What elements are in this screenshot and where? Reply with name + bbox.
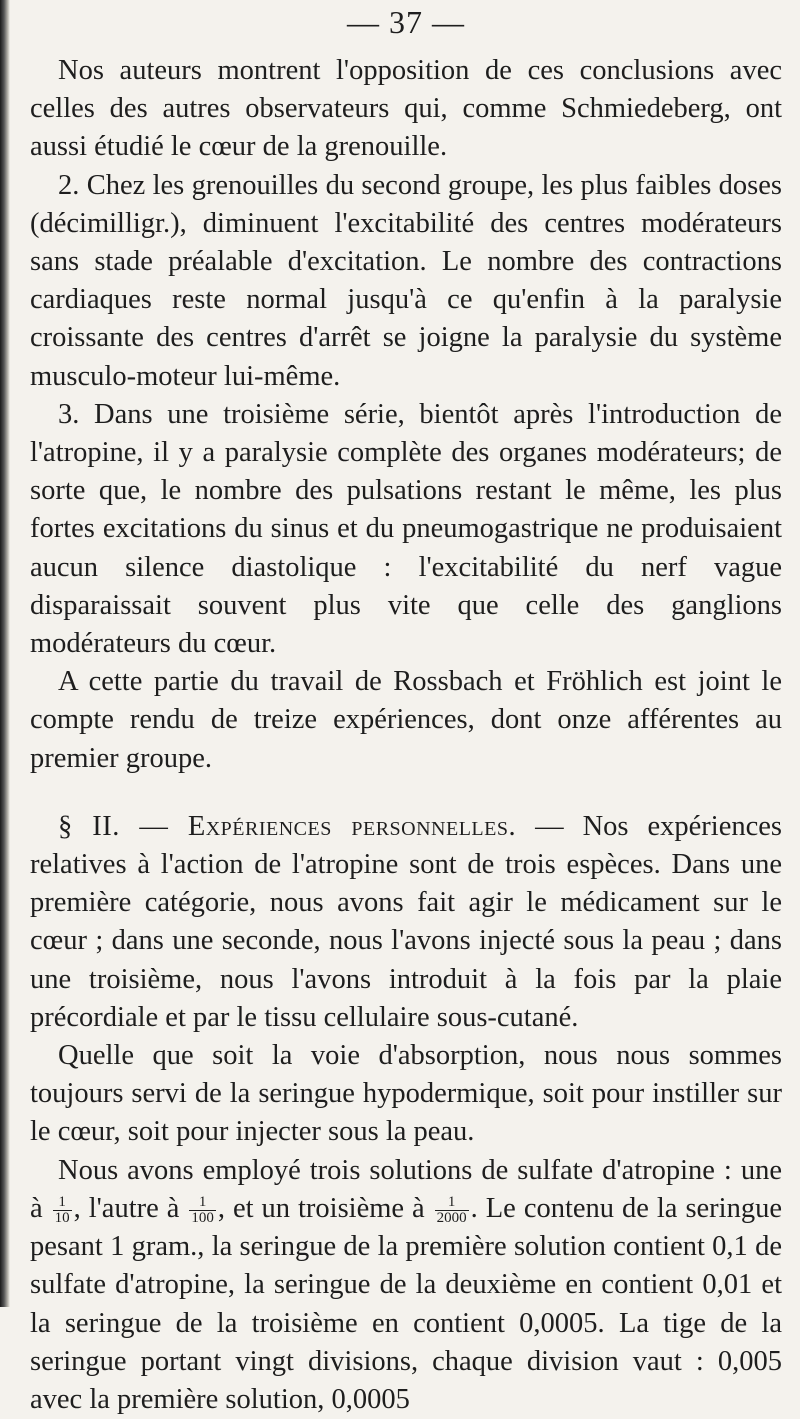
fraction-numerator: 1 <box>189 1195 216 1211</box>
paragraph-3: 3. Dans une troisième série, bientôt après l'introduction de l'atropine, il y a paralysie complète des organes modérateurs; de sorte que, le nombre des pulsations restant le même, les plus fortes excitations du sinus et du pneumogastrique ne produisaient aucun silence diastolique : l'excitabilité du nerf vague disparaissait souvent plus vite que celle des ganglions modérateurs du cœur. <box>30 398 782 660</box>
fraction-denominator: 100 <box>191 1209 214 1226</box>
paragraph-7-middle-1: , l'autre à <box>73 1192 188 1224</box>
paragraph-5-text: — Nos expériences relatives à l'action de l'atropine sont de trois espèces. Dans une première catégorie, nous avons fait agir le médicament sur le cœur ; dans une seconde, nous l'avons injecté sous la peau ; dans une troisième, nous l'avons introduit à la fois par la plaie précordiale et par le tissu cellulaire sous-cutané. <box>30 810 783 1033</box>
section-heading: § II. — Expériences personnelles. <box>58 810 517 842</box>
book-binding-edge <box>0 0 10 1307</box>
fraction-one-tenth <box>53 1195 72 1226</box>
paragraph-7-after: . Le contenu de la seringue pesant 1 gram., la seringue de la première solution contient 0,1 de sulfate d'atropine, la seringue de la deuxième en contient 0,01 et la seringue de la troisième en contient 0,0005. La tige de la seringue portant vingt divisions, chaque division vaut : 0,005 avec la première solution, 0,0005 <box>30 1192 782 1415</box>
paragraph-1: Nos auteurs montrent l'opposition de ces conclusions avec celles des autres observateurs qui, comme Schmiedeberg, ont aussi étudié le cœur de la grenouille. <box>30 55 782 163</box>
fraction-one-two-thousandth <box>435 1195 469 1226</box>
fraction-numerator: 1 <box>53 1195 72 1211</box>
paragraph-6: Quelle que soit la voie d'absorption, nous nous sommes toujours servi de la seringue hypodermique, soit pour instiller sur le cœur, soit pour injecter sous la peau. <box>30 1040 782 1148</box>
paragraph-2: 2. Chez les grenouilles du second groupe, les plus faibles doses (décimilligr.), diminuent l'excitabilité des centres modérateurs sans stade préalable d'excitation. Le nombre des contractions cardiaques reste normal jusqu'à ce qu'enfin à la paralysie croissante des centres d'arrêt se joigne la paralysie du système musculo-moteur lui-même. <box>30 169 782 392</box>
page-number: — 37 — <box>347 4 465 40</box>
paragraph-7-middle-2: , et un troisième à <box>217 1192 433 1224</box>
fraction-one-hundredth <box>189 1195 216 1226</box>
fraction-denominator: 2000 <box>436 1209 467 1226</box>
book-page <box>30 0 783 1415</box>
body-text <box>30 52 782 1419</box>
fraction-denominator: 10 <box>54 1209 70 1226</box>
paragraph-7 <box>30 1152 782 1419</box>
paragraph-7-before: Nous avons employé trois solutions de sulfate d'atropine : une à <box>30 1154 782 1224</box>
paragraph-5 <box>30 808 782 1037</box>
fraction-numerator: 1 <box>435 1195 469 1211</box>
paragraph-4: A cette partie du travail de Rossbach et Fröhlich est joint le compte rendu de treize expériences, dont onze afférentes au premier groupe. <box>30 666 782 774</box>
